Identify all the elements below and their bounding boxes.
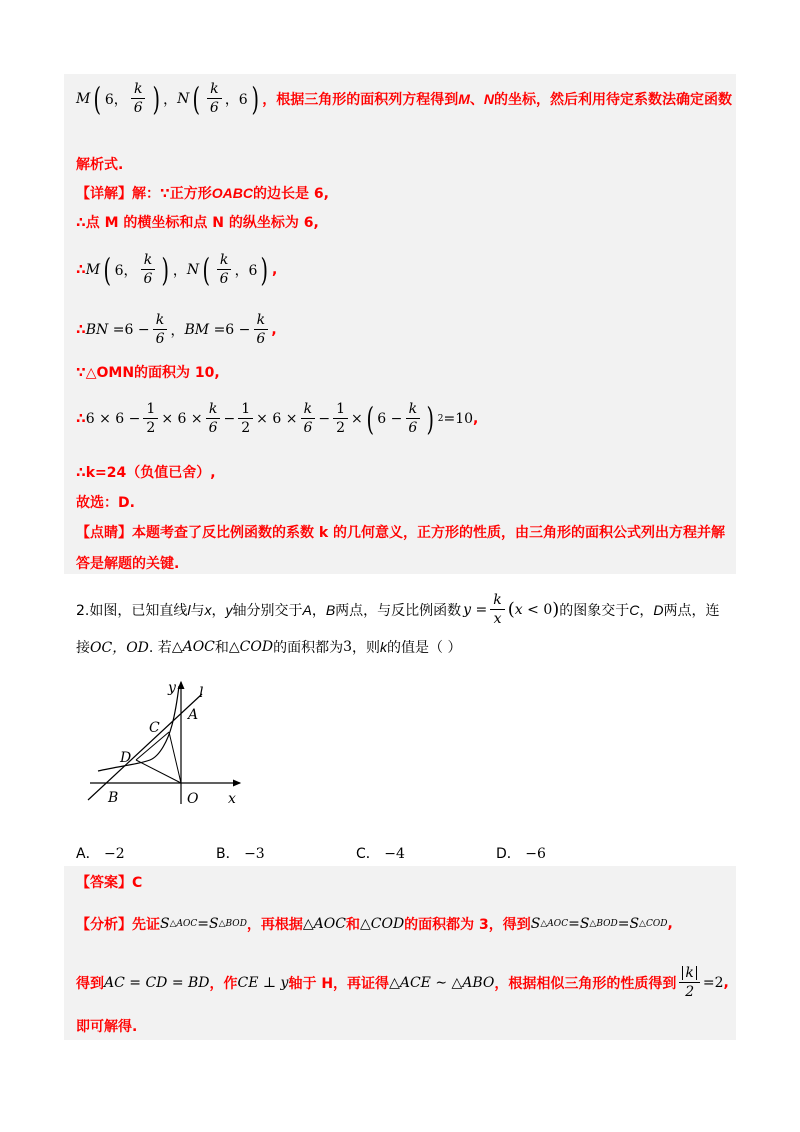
analysis-text: ，作 [209, 975, 238, 992]
q2-text: 两点，连 [663, 602, 720, 619]
analysis-text: 轴于 H，再证得 [288, 975, 390, 992]
option-c[interactable] [356, 843, 405, 863]
q2-text: ， [211, 602, 226, 619]
q2-c: C [629, 601, 640, 618]
q2-text: . 若 [148, 640, 172, 656]
analysis-text: 得到 [76, 975, 104, 992]
analysis-perpendicular: CE ⊥ y [237, 974, 289, 991]
option-b-value: −3 [244, 846, 265, 862]
label-o: O [187, 791, 199, 807]
formula-bn-bm: ∴ BN =6 − $\frac{k}{6}$ ， BM =6 − $\frac{k}{6}$ , [76, 312, 277, 347]
q2-text: 与 [190, 602, 205, 619]
q2-text: ， [639, 602, 654, 619]
q2-triangle-cod: △COD [228, 639, 274, 655]
square-name: OABC [211, 185, 253, 201]
q2-text: 的图象交于 [559, 602, 630, 619]
analysis-similar-triangles: △ACE ∼ △ABO [389, 974, 495, 991]
hint-text-2: 的坐标，然后利用待定系数法确定函数 [494, 91, 733, 108]
option-b[interactable] [216, 843, 265, 863]
point-n-label: N [483, 90, 495, 107]
option-d-value: −6 [525, 846, 546, 862]
label-a: A [188, 707, 199, 723]
formula-area-equation: ∴ 6 × 6 − $\frac{1}{2}$ × 6 × $\frac{k}{6}$ − $\frac{1}{2}$ × 6 × $\frac{k}{6}$ − $\frac{1}{2}$ × ( 6 − $\frac{k}{6}$ ) 2 =10 , [76, 399, 479, 438]
q2-text: 2.如图，已知直线 [76, 602, 188, 619]
option-a-value: −2 [104, 846, 125, 862]
q2-text: 和 [214, 640, 229, 656]
q2-text: ，则 [352, 640, 380, 656]
analysis-text: 的面积都为 3，得到 [404, 917, 531, 933]
q2-a: A [302, 601, 312, 618]
label-b: B [108, 790, 119, 806]
separator: 、 [469, 91, 484, 108]
option-d[interactable] [496, 843, 546, 863]
q2-l: l [187, 601, 191, 618]
detail-k-value: ∴k=24（负值已舍）, [76, 465, 216, 481]
label-d: D [120, 750, 132, 766]
q2-b: B [325, 601, 336, 618]
option-d-letter: D． [496, 846, 521, 862]
hint-line-1: M ( 6， $\frac{k}{6}$ ) ， N ( $\frac{k}{6}$ ，6 ) ，根据三角形的面积列方程得到 M 、 N 的坐标，然后利用待定系数法确定函数 [76, 79, 733, 118]
q2-text: 的值是（ ） [387, 640, 462, 656]
q2-triangle-aoc: △AOC [171, 639, 215, 655]
detail-tag-tail: 的边长是 6, [252, 186, 329, 202]
label-y: y [168, 680, 176, 696]
option-a-letter: A． [76, 846, 100, 862]
q2-d: D [653, 601, 664, 618]
label-x: x [228, 791, 236, 807]
q2-text: ， [311, 602, 326, 619]
hint-line-2: 解析式. [76, 157, 124, 173]
analysis-text: ，根据相似三角形的性质得到 [494, 975, 677, 992]
q2-y: y [225, 601, 233, 618]
analysis-line-2: 得到 AC = CD = BD ，作 CE ⊥ y 轴于 H，再证得 △ACE ∼ △ABO ，根据相似三角形的性质得到 $\frac{k}{2}$ =2 , [76, 965, 729, 1000]
q2-area-value: 3 [343, 639, 352, 655]
detail-line-1 [76, 183, 329, 203]
q2-oc-od: OC，OD [90, 640, 149, 656]
option-a[interactable] [76, 843, 125, 863]
analysis-text: 和 [345, 917, 360, 933]
option-c-value: −4 [384, 846, 405, 862]
analysis-text: ，再根据 [246, 917, 303, 933]
q2-text: 接 [76, 640, 90, 656]
label-l: l [199, 685, 204, 701]
option-b-letter: B． [216, 846, 240, 862]
answer-background [64, 866, 736, 1040]
formula-mn-coordinates: ∴ M ( 6， $\frac{k}{6}$ ) ， N ( $\frac{k}{6}$ ，6 ) , [76, 250, 278, 289]
detail-tag: 【详解】解：∵正方形 [76, 186, 212, 202]
analysis-text: 【分析】先证 [76, 917, 160, 933]
option-c-letter: C． [356, 846, 380, 862]
analysis-equal-segments: AC = CD = BD [104, 974, 210, 991]
q2-text: 轴分别交于 [232, 602, 303, 619]
q2-text: 两点，与反比例函数 [335, 602, 462, 619]
q2-x: x [204, 601, 212, 618]
segment-oc [169, 732, 181, 783]
analysis-line-3: 即可解得. [76, 1019, 138, 1035]
q2-k: k [380, 639, 387, 655]
detail-answer: 故选：D. [76, 495, 135, 511]
geometry-figure [80, 672, 260, 812]
analysis-line-1: 【分析】先证 S △AOC = S △BOD ，再根据 △AOC 和 △COD 的面积都为 3，得到 S △AOC = S △BOD = S △COD , [76, 916, 673, 933]
segment-od [136, 760, 181, 783]
comment-line-2: 答是解题的关键. [76, 556, 180, 572]
answer-line: 【答案】C [76, 875, 143, 891]
point-m-label: M [458, 90, 470, 107]
q2-text: 的面积都为 [273, 640, 344, 656]
hint-text: ，根据三角形的面积列方程得到 [262, 91, 459, 108]
question2-line-2 [76, 637, 461, 657]
label-c: C [149, 720, 160, 736]
detail-area-text: ∵△OMN的面积为 10, [76, 365, 220, 381]
line-l [88, 694, 202, 800]
comment-line-1: 【点睛】本题考查了反比例函数的系数 k 的几何意义，正方形的性质，由三角形的面积公式列出方程并解 [76, 525, 726, 541]
detail-line-2: ∴点 M 的横坐标和点 N 的纵坐标为 6, [76, 215, 319, 231]
question2-line-1: 2.如图，已知直线 l 与 x ， y 轴分别交于 A ， B 两点，与反比例函数 y = $\frac{k}{x}$ ( x < 0 ) 的图象交于 C ， D 两点，连 [76, 592, 720, 627]
